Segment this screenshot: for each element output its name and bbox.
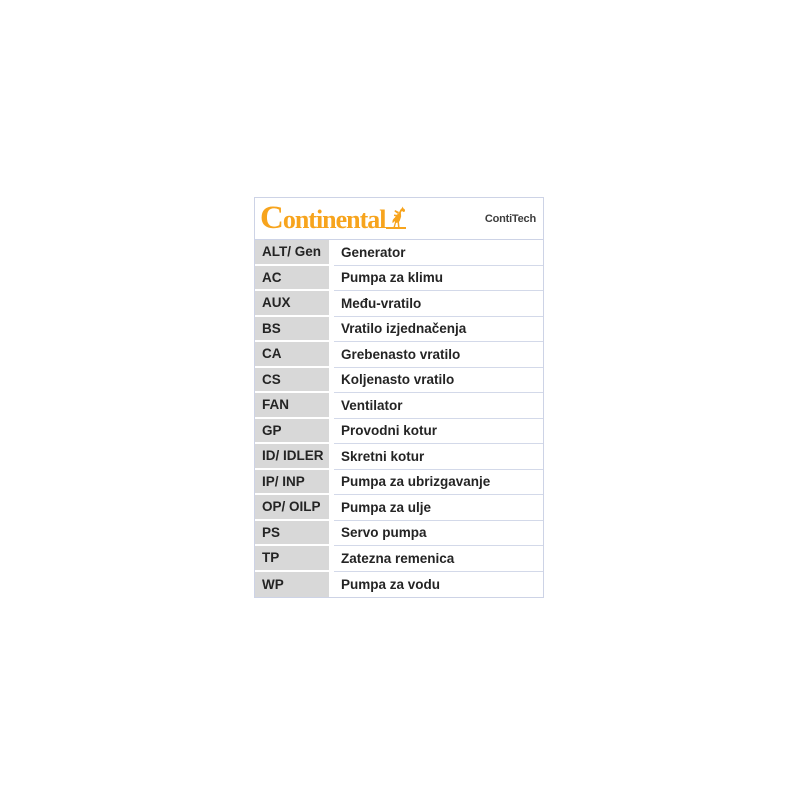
code-cell: OP/ OILP: [255, 495, 329, 521]
label-cell: Pumpa za ulje: [334, 495, 543, 521]
code-cell: TP: [255, 546, 329, 572]
table-row: [255, 470, 543, 496]
continental-wordmark: Continental: [260, 199, 386, 236]
table-row: [255, 342, 543, 368]
label-cell: Koljenasto vratilo: [334, 368, 543, 394]
code-cell: AC: [255, 266, 329, 292]
label-cell: Ventilator: [334, 393, 543, 419]
table-row: [255, 546, 543, 572]
table-row: [255, 521, 543, 547]
table-row: [255, 572, 543, 598]
label-cell: Provodni kotur: [334, 419, 543, 445]
table-row: [255, 368, 543, 394]
label-cell: Pumpa za vodu: [341, 576, 441, 592]
label-cell: Zatezna remenica: [334, 546, 543, 572]
code-cell: PS: [255, 521, 329, 547]
label-cell: Grebenasto vratilo: [334, 342, 543, 368]
label-cell: Skretni kotur: [334, 444, 543, 470]
legend-rows: [255, 240, 543, 597]
table-row: [255, 419, 543, 445]
brand-header: [255, 198, 543, 240]
code-cell: FAN: [255, 393, 329, 419]
label-cell: Servo pumpa: [334, 521, 543, 547]
table-row: [255, 240, 543, 266]
table-row: [255, 444, 543, 470]
label-cell: Generator: [334, 240, 543, 266]
label-cell: Pumpa za klimu: [334, 266, 543, 292]
table-row: [255, 317, 543, 343]
label-cell: Vratilo izjednačenja: [334, 317, 543, 343]
table-row: [255, 266, 543, 292]
code-cell: IP/ INP: [255, 470, 329, 496]
table-row: [255, 393, 543, 419]
code-cell: ALT/ Gen: [255, 240, 329, 266]
label-cell: Pumpa za ubrizgavanje: [334, 470, 543, 496]
code-cell: CS: [255, 368, 329, 394]
logo-swoosh: [386, 227, 406, 229]
table-row: [255, 495, 543, 521]
code-cell: BS: [255, 317, 329, 343]
rearing-horse-icon: [386, 203, 408, 233]
legend-panel: [254, 197, 544, 598]
code-cell: AUX: [255, 291, 329, 317]
code-cell: WP: [255, 572, 329, 598]
label-cell: Među-vratilo: [334, 291, 543, 317]
code-cell: GP: [255, 419, 329, 445]
code-cell: CA: [255, 342, 329, 368]
code-cell: ID/ IDLER: [255, 444, 329, 470]
table-row: [255, 291, 543, 317]
continental-logo: [260, 199, 408, 236]
contitech-label: ContiTech: [484, 212, 536, 225]
